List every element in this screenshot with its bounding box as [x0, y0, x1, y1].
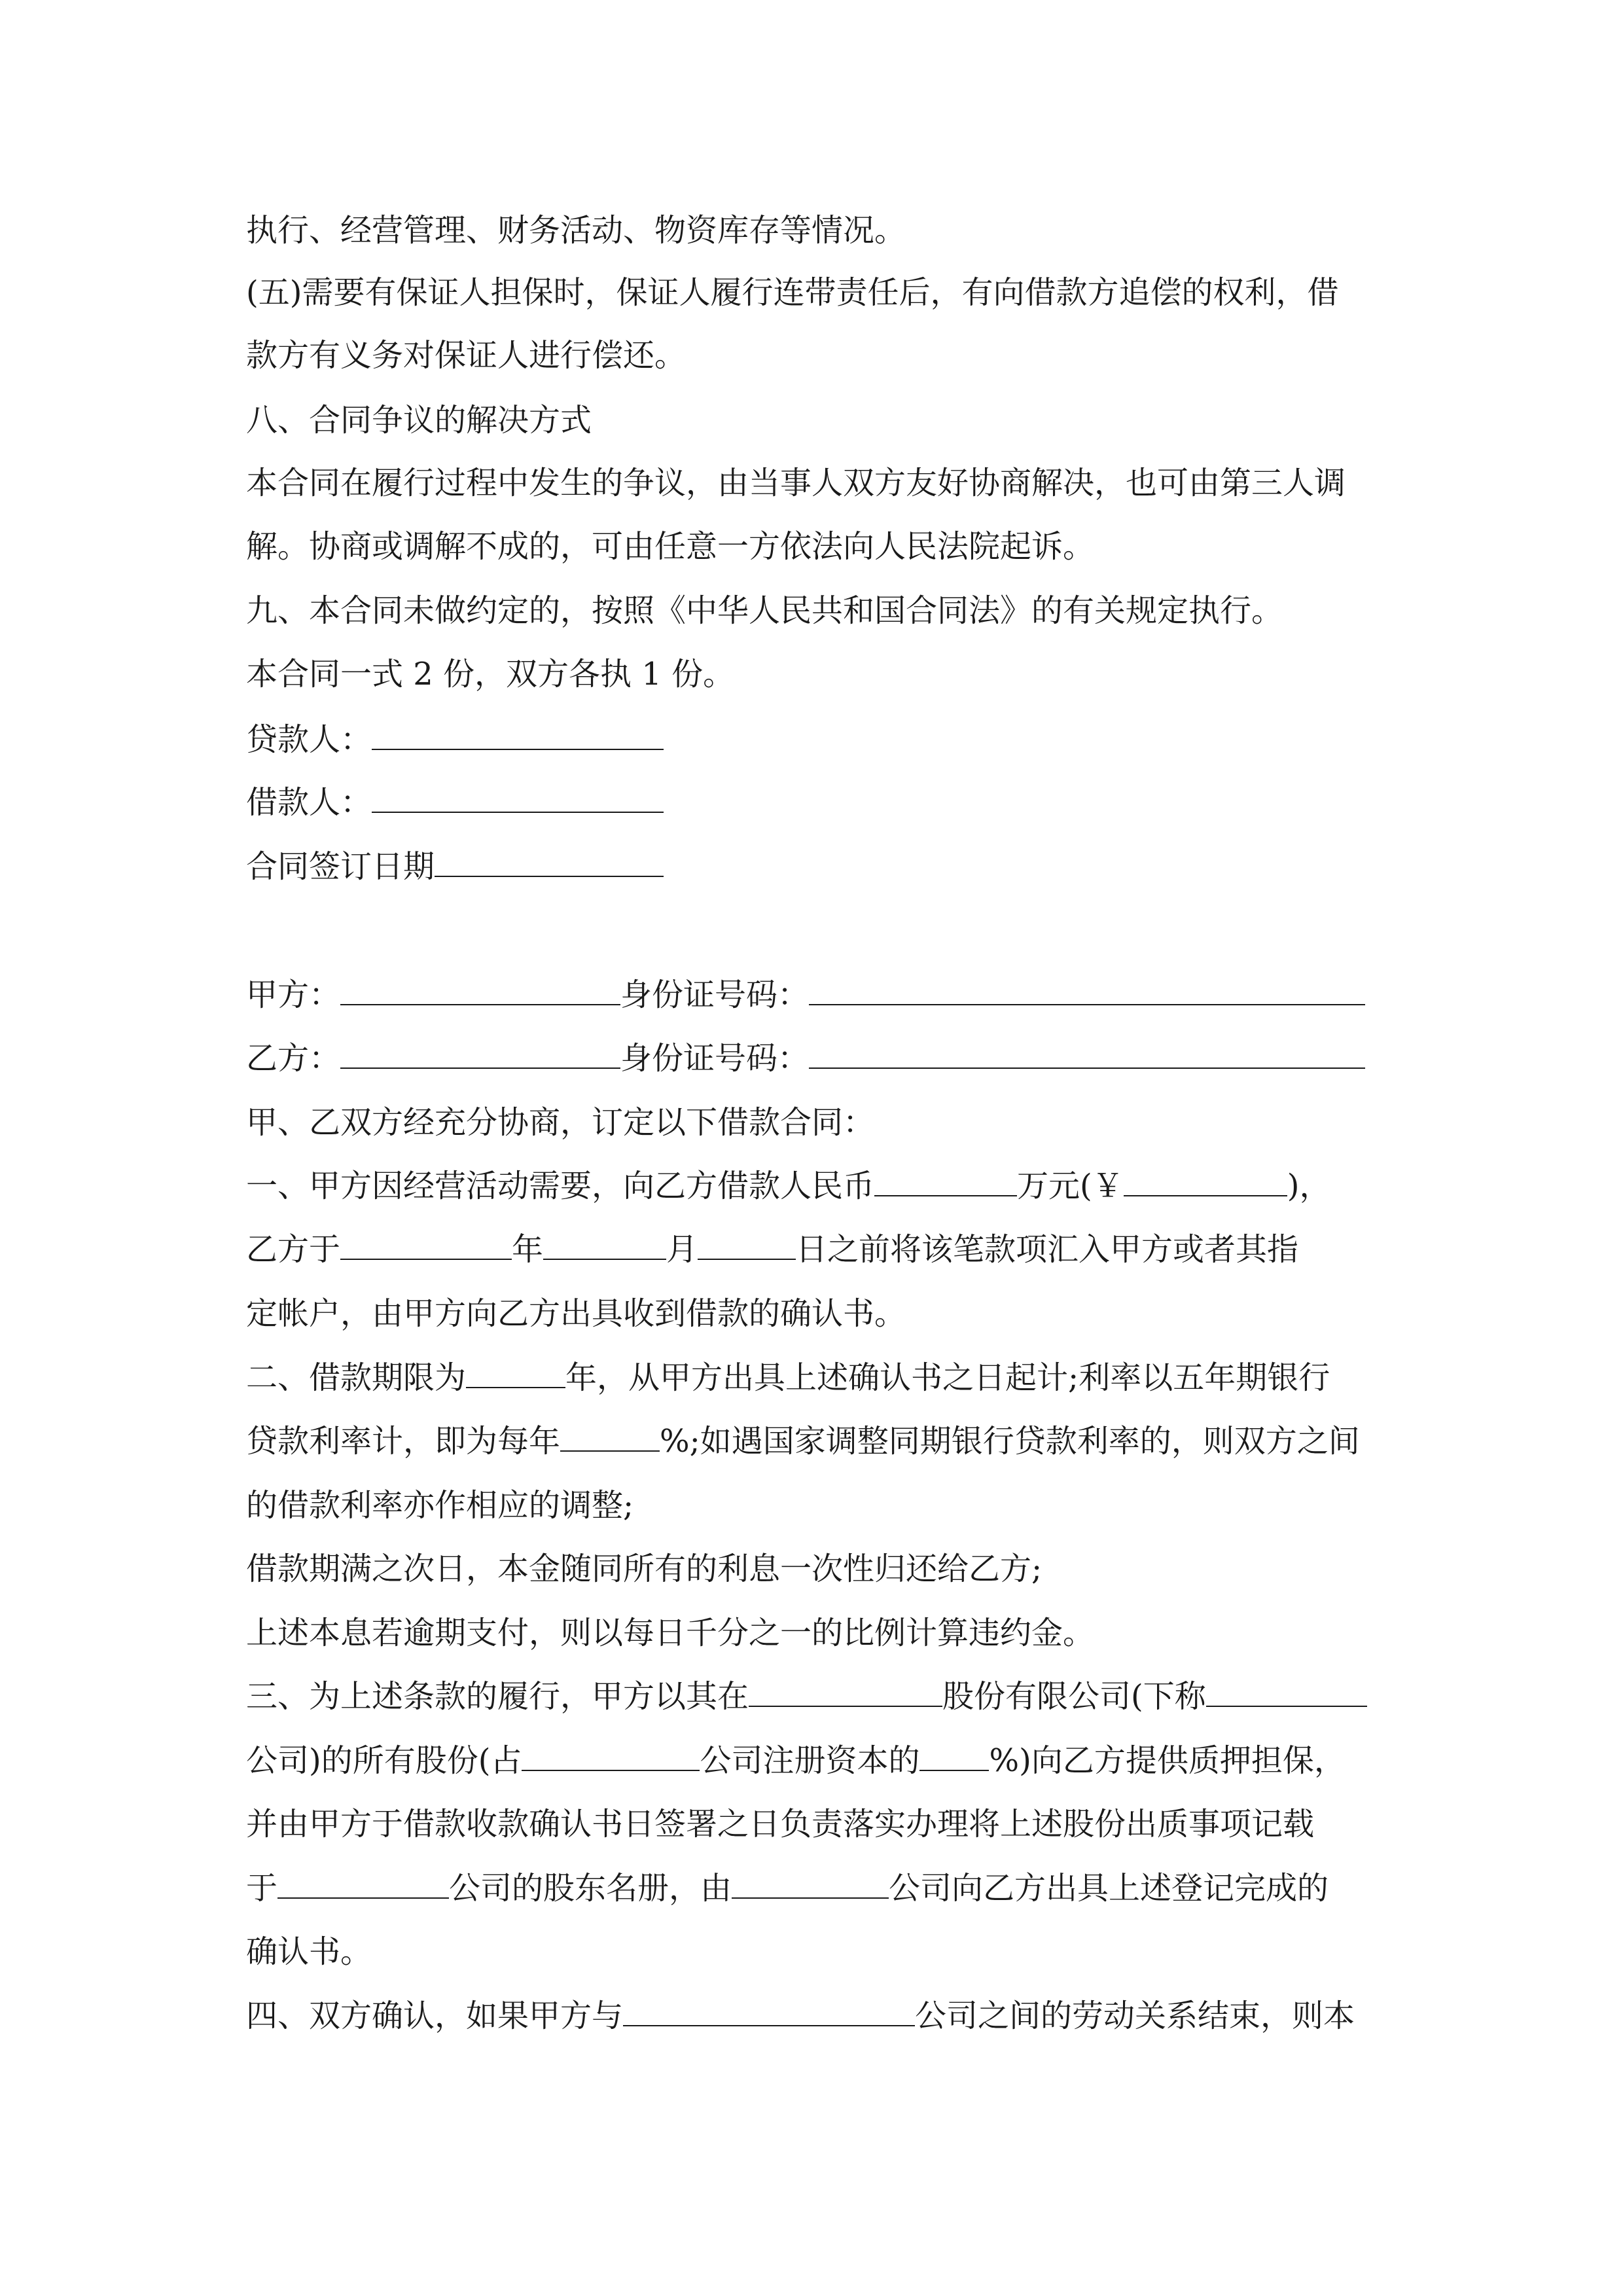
sign-date-label: 合同签订日期: [246, 848, 435, 885]
month-blank[interactable]: [543, 1230, 666, 1260]
clause-text: 一、甲方因经营活动需要，向乙方借款人民币: [246, 1168, 875, 1204]
paragraph-line: 解。协商或调解不成的，可由任意一方依法向人民法院起诉。: [246, 528, 1095, 565]
clause-text: 乙方于: [246, 1231, 341, 1268]
lender-label: 贷款人：: [246, 721, 372, 758]
clause-1-line-3: 定帐户，由甲方向乙方出具收到借款的确认书。: [246, 1295, 906, 1332]
party-b-id-blank[interactable]: [809, 1039, 1365, 1069]
borrower-blank[interactable]: [372, 783, 664, 813]
party-b-label: 乙方：: [246, 1040, 341, 1077]
issuing-company-blank[interactable]: [732, 1869, 889, 1899]
party-a-id-label: 身份证号码：: [620, 977, 810, 1013]
loan-amount-figure-blank[interactable]: [1124, 1166, 1287, 1196]
register-company-blank[interactable]: [277, 1869, 449, 1899]
clause-text: %)向乙方提供质押担保，: [989, 1742, 1346, 1779]
party-a-name-blank[interactable]: [340, 975, 620, 1005]
clause-2-line-2: [246, 1422, 1360, 1461]
paragraph-line: 本合同在履行过程中发生的争议，由当事人双方友好协商解决，也可由第三人调: [246, 465, 1346, 501]
sign-date-line: [246, 847, 664, 886]
clause-text: 日之前将该笔款项汇入甲方或者其指: [796, 1231, 1299, 1268]
party-b-line: [246, 1039, 1365, 1078]
loan-amount-blank[interactable]: [874, 1166, 1017, 1196]
clause-text: 公司之间的劳动关系结束，则本: [915, 1998, 1355, 2034]
employer-company-blank[interactable]: [623, 1996, 915, 2026]
clause-text: 月: [666, 1231, 698, 1268]
clause-3-line-3: 并由甲方于借款收款确认书日签署之日负责落实办理将上述股份出质事项记载: [246, 1806, 1315, 1842]
clause-1-line-2: [246, 1230, 1298, 1269]
company-name-blank[interactable]: [749, 1677, 942, 1707]
clause-2-line-3: 的借款利率亦作相应的调整;: [246, 1487, 634, 1524]
paragraph-line: (五)需要有保证人担保时，保证人履行连带责任后，有向借款方追偿的权利，借: [246, 274, 1339, 311]
party-a-id-blank[interactable]: [809, 975, 1365, 1005]
clause-text: 年: [512, 1231, 544, 1268]
clause-2-line-5: 上述本息若逾期支付，则以每日千分之一的比例计算违约金。: [246, 1615, 1095, 1651]
clause-text: 公司注册资本的: [700, 1742, 920, 1779]
clause-text: 公司的股东名册，由: [449, 1870, 732, 1907]
lender-blank[interactable]: [372, 720, 664, 750]
clause-3-line-2: [246, 1741, 1346, 1780]
clause-text: 万元(￥: [1017, 1168, 1124, 1204]
interest-rate-blank[interactable]: [560, 1422, 660, 1452]
clause-3-line-4: [246, 1869, 1329, 1908]
clause-text: %;如遇国家调整同期银行贷款利率的，则双方之间: [660, 1423, 1360, 1460]
clause-text: 贷款利率计，即为每年: [246, 1423, 561, 1460]
clause-text: 公司)的所有股份(占: [246, 1742, 522, 1779]
party-b-id-label: 身份证号码：: [620, 1040, 810, 1077]
share-percent-blank[interactable]: [919, 1741, 989, 1771]
clause-3-line-5: 确认书。: [246, 1933, 372, 1970]
party-b-name-blank[interactable]: [340, 1039, 620, 1069]
year-blank[interactable]: [340, 1230, 512, 1260]
contract-intro: 甲、乙双方经充分协商，订定以下借款合同：: [246, 1104, 875, 1141]
sign-date-blank[interactable]: [435, 847, 664, 877]
clause-text: 公司向乙方出具上述登记完成的: [889, 1870, 1329, 1907]
section-heading: 八、合同争议的解决方式: [246, 402, 592, 439]
clause-text: 三、为上述条款的履行，甲方以其在: [246, 1678, 749, 1715]
paragraph-line: 款方有义务对保证人进行偿还。: [246, 337, 687, 374]
clause-2-line-1: [246, 1358, 1330, 1397]
borrower-signature-line: [246, 783, 664, 822]
clause-1-line-1: [246, 1166, 1330, 1206]
clause-text: 二、借款期限为: [246, 1359, 467, 1396]
day-blank[interactable]: [698, 1230, 796, 1260]
clause-text: 于: [246, 1870, 278, 1907]
clause-text: 年，从甲方出具上述确认书之日起计;利率以五年期银行: [565, 1359, 1330, 1396]
party-a-line: [246, 975, 1365, 1014]
lender-signature-line: [246, 720, 664, 759]
clause-2-line-4: 借款期满之次日，本金随同所有的利息一次性归还给乙方;: [246, 1551, 1043, 1587]
clause-text: )，: [1287, 1168, 1331, 1204]
borrower-label: 借款人：: [246, 784, 372, 821]
share-company-blank[interactable]: [522, 1741, 700, 1771]
paragraph-line: 执行、经营管理、财务活动、物资库存等情况。: [246, 212, 906, 249]
paragraph-line: 本合同一式 2 份，双方各执 1 份。: [246, 656, 735, 692]
loan-term-blank[interactable]: [466, 1358, 565, 1388]
section-heading: 九、本合同未做约定的，按照《中华人民共和国合同法》的有关规定执行。: [246, 592, 1283, 629]
company-short-name-blank[interactable]: [1206, 1677, 1367, 1707]
clause-text: 股份有限公司(下称: [942, 1678, 1206, 1715]
clause-3-line-1: [246, 1677, 1367, 1716]
clause-4-line-1: [246, 1996, 1355, 2036]
party-a-label: 甲方：: [246, 977, 341, 1013]
clause-text: 四、双方确认，如果甲方与: [246, 1998, 624, 2034]
